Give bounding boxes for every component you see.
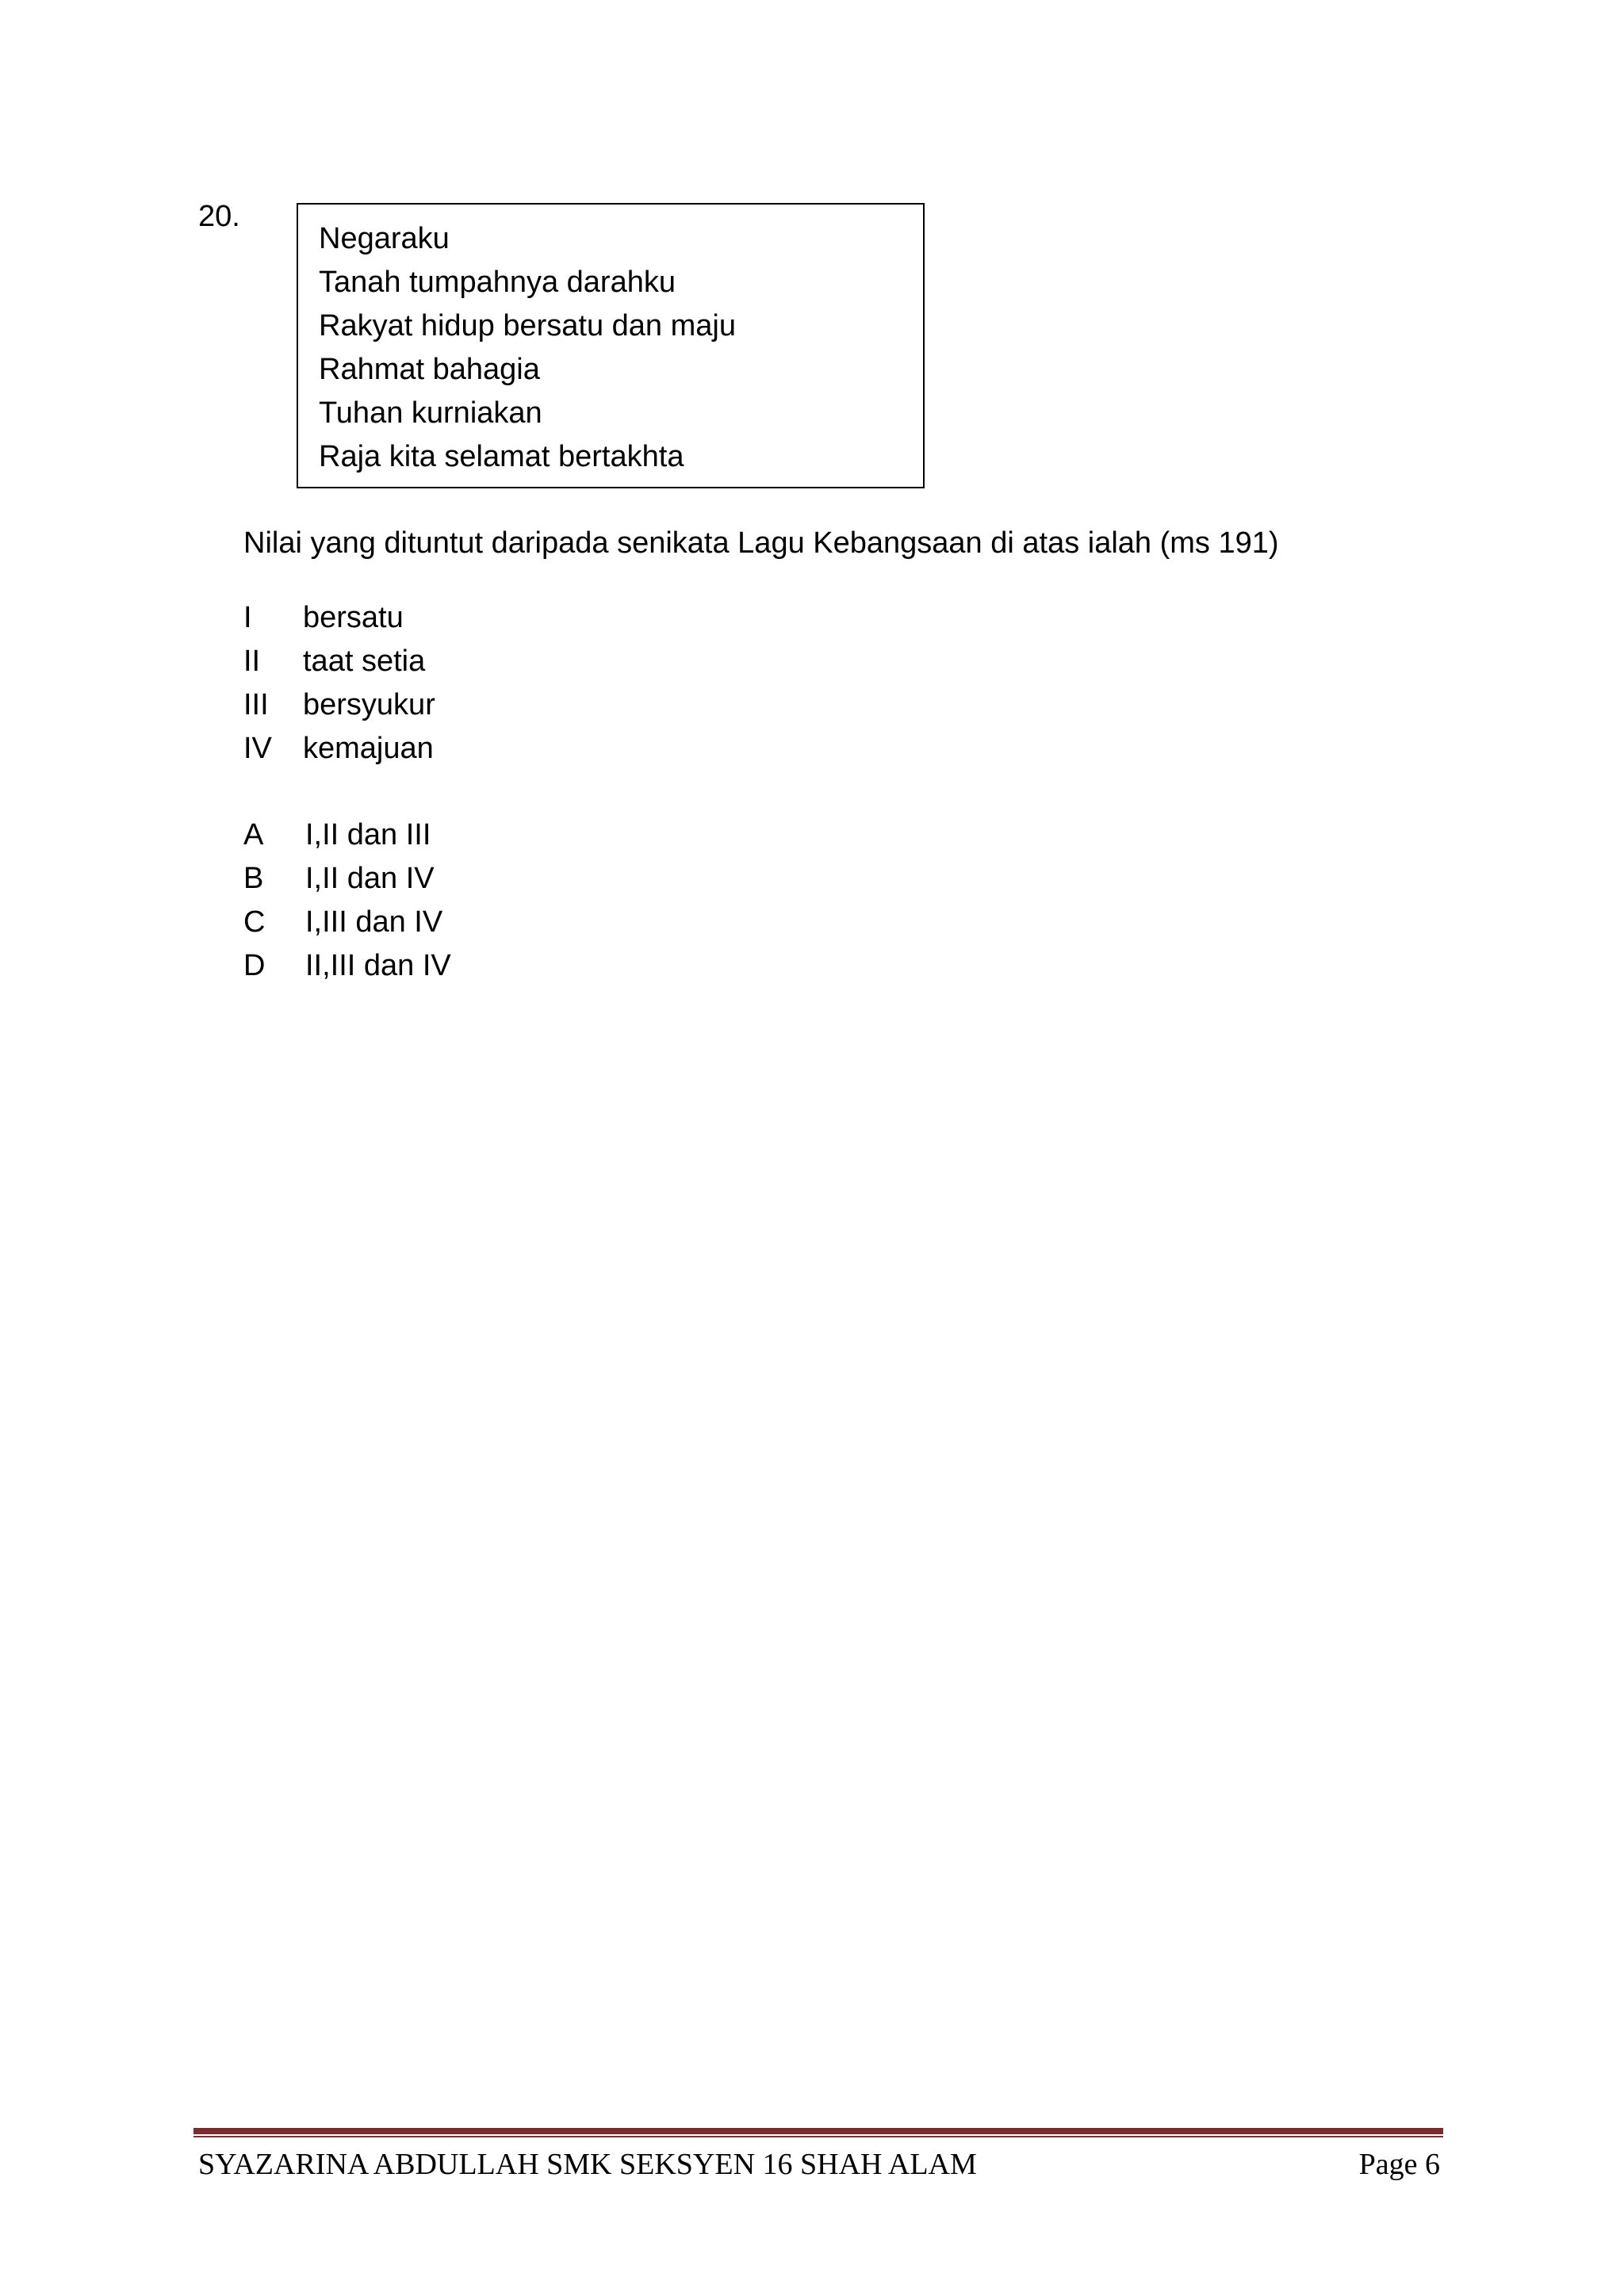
option-text: I,II dan IV <box>305 862 435 895</box>
footer-divider <box>193 2128 1443 2137</box>
question-number: 20. <box>198 200 240 233</box>
question-stem: Nilai yang dituntut daripada senikata Lagu Kebangsaan di atas ialah (ms 191) <box>243 526 1279 560</box>
footer-divider-thick <box>193 2128 1443 2134</box>
statement-numeral: II <box>243 645 261 678</box>
footer-author: SYAZARINA ABDULLAH SMK SEKSYEN 16 SHAH ALAM <box>198 2148 977 2181</box>
answer-option <box>243 813 451 857</box>
statement-numeral: IV <box>243 732 272 765</box>
anthem-lyrics-box <box>297 203 925 488</box>
answer-option <box>243 944 451 988</box>
lyric-line: Rahmat bahagia <box>319 353 540 386</box>
statement-text: taat setia <box>303 645 426 678</box>
option-letter: A <box>243 818 264 851</box>
footer-page-number: Page 6 <box>1358 2148 1440 2181</box>
lyric-line: Tanah tumpahnya darahku <box>319 266 676 299</box>
answer-option <box>243 857 451 901</box>
option-letter: C <box>243 905 266 939</box>
option-text: II,III dan IV <box>305 949 451 982</box>
statement-numeral: III <box>243 688 269 721</box>
statement-numeral: I <box>243 601 252 634</box>
footer-divider-thin <box>193 2136 1443 2137</box>
statement-text: kemajuan <box>303 732 434 765</box>
statement-item <box>243 640 435 683</box>
statement-item <box>243 683 435 727</box>
statement-item <box>243 727 435 771</box>
option-letter: D <box>243 949 266 982</box>
option-letter: B <box>243 862 264 895</box>
statement-list <box>243 596 435 771</box>
lyric-line: Tuhan kurniakan <box>319 396 542 430</box>
lyric-line: Rakyat hidup bersatu dan maju <box>319 309 736 342</box>
option-text: I,II dan III <box>305 818 431 851</box>
option-text: I,III dan IV <box>305 905 443 939</box>
statement-text: bersyukur <box>303 688 435 721</box>
statement-text: bersatu <box>303 601 404 634</box>
answer-option <box>243 901 451 944</box>
statement-item <box>243 596 435 640</box>
lyric-line: Negaraku <box>319 222 450 255</box>
lyric-line: Raja kita selamat bertakhta <box>319 440 684 473</box>
answer-options <box>243 813 451 988</box>
